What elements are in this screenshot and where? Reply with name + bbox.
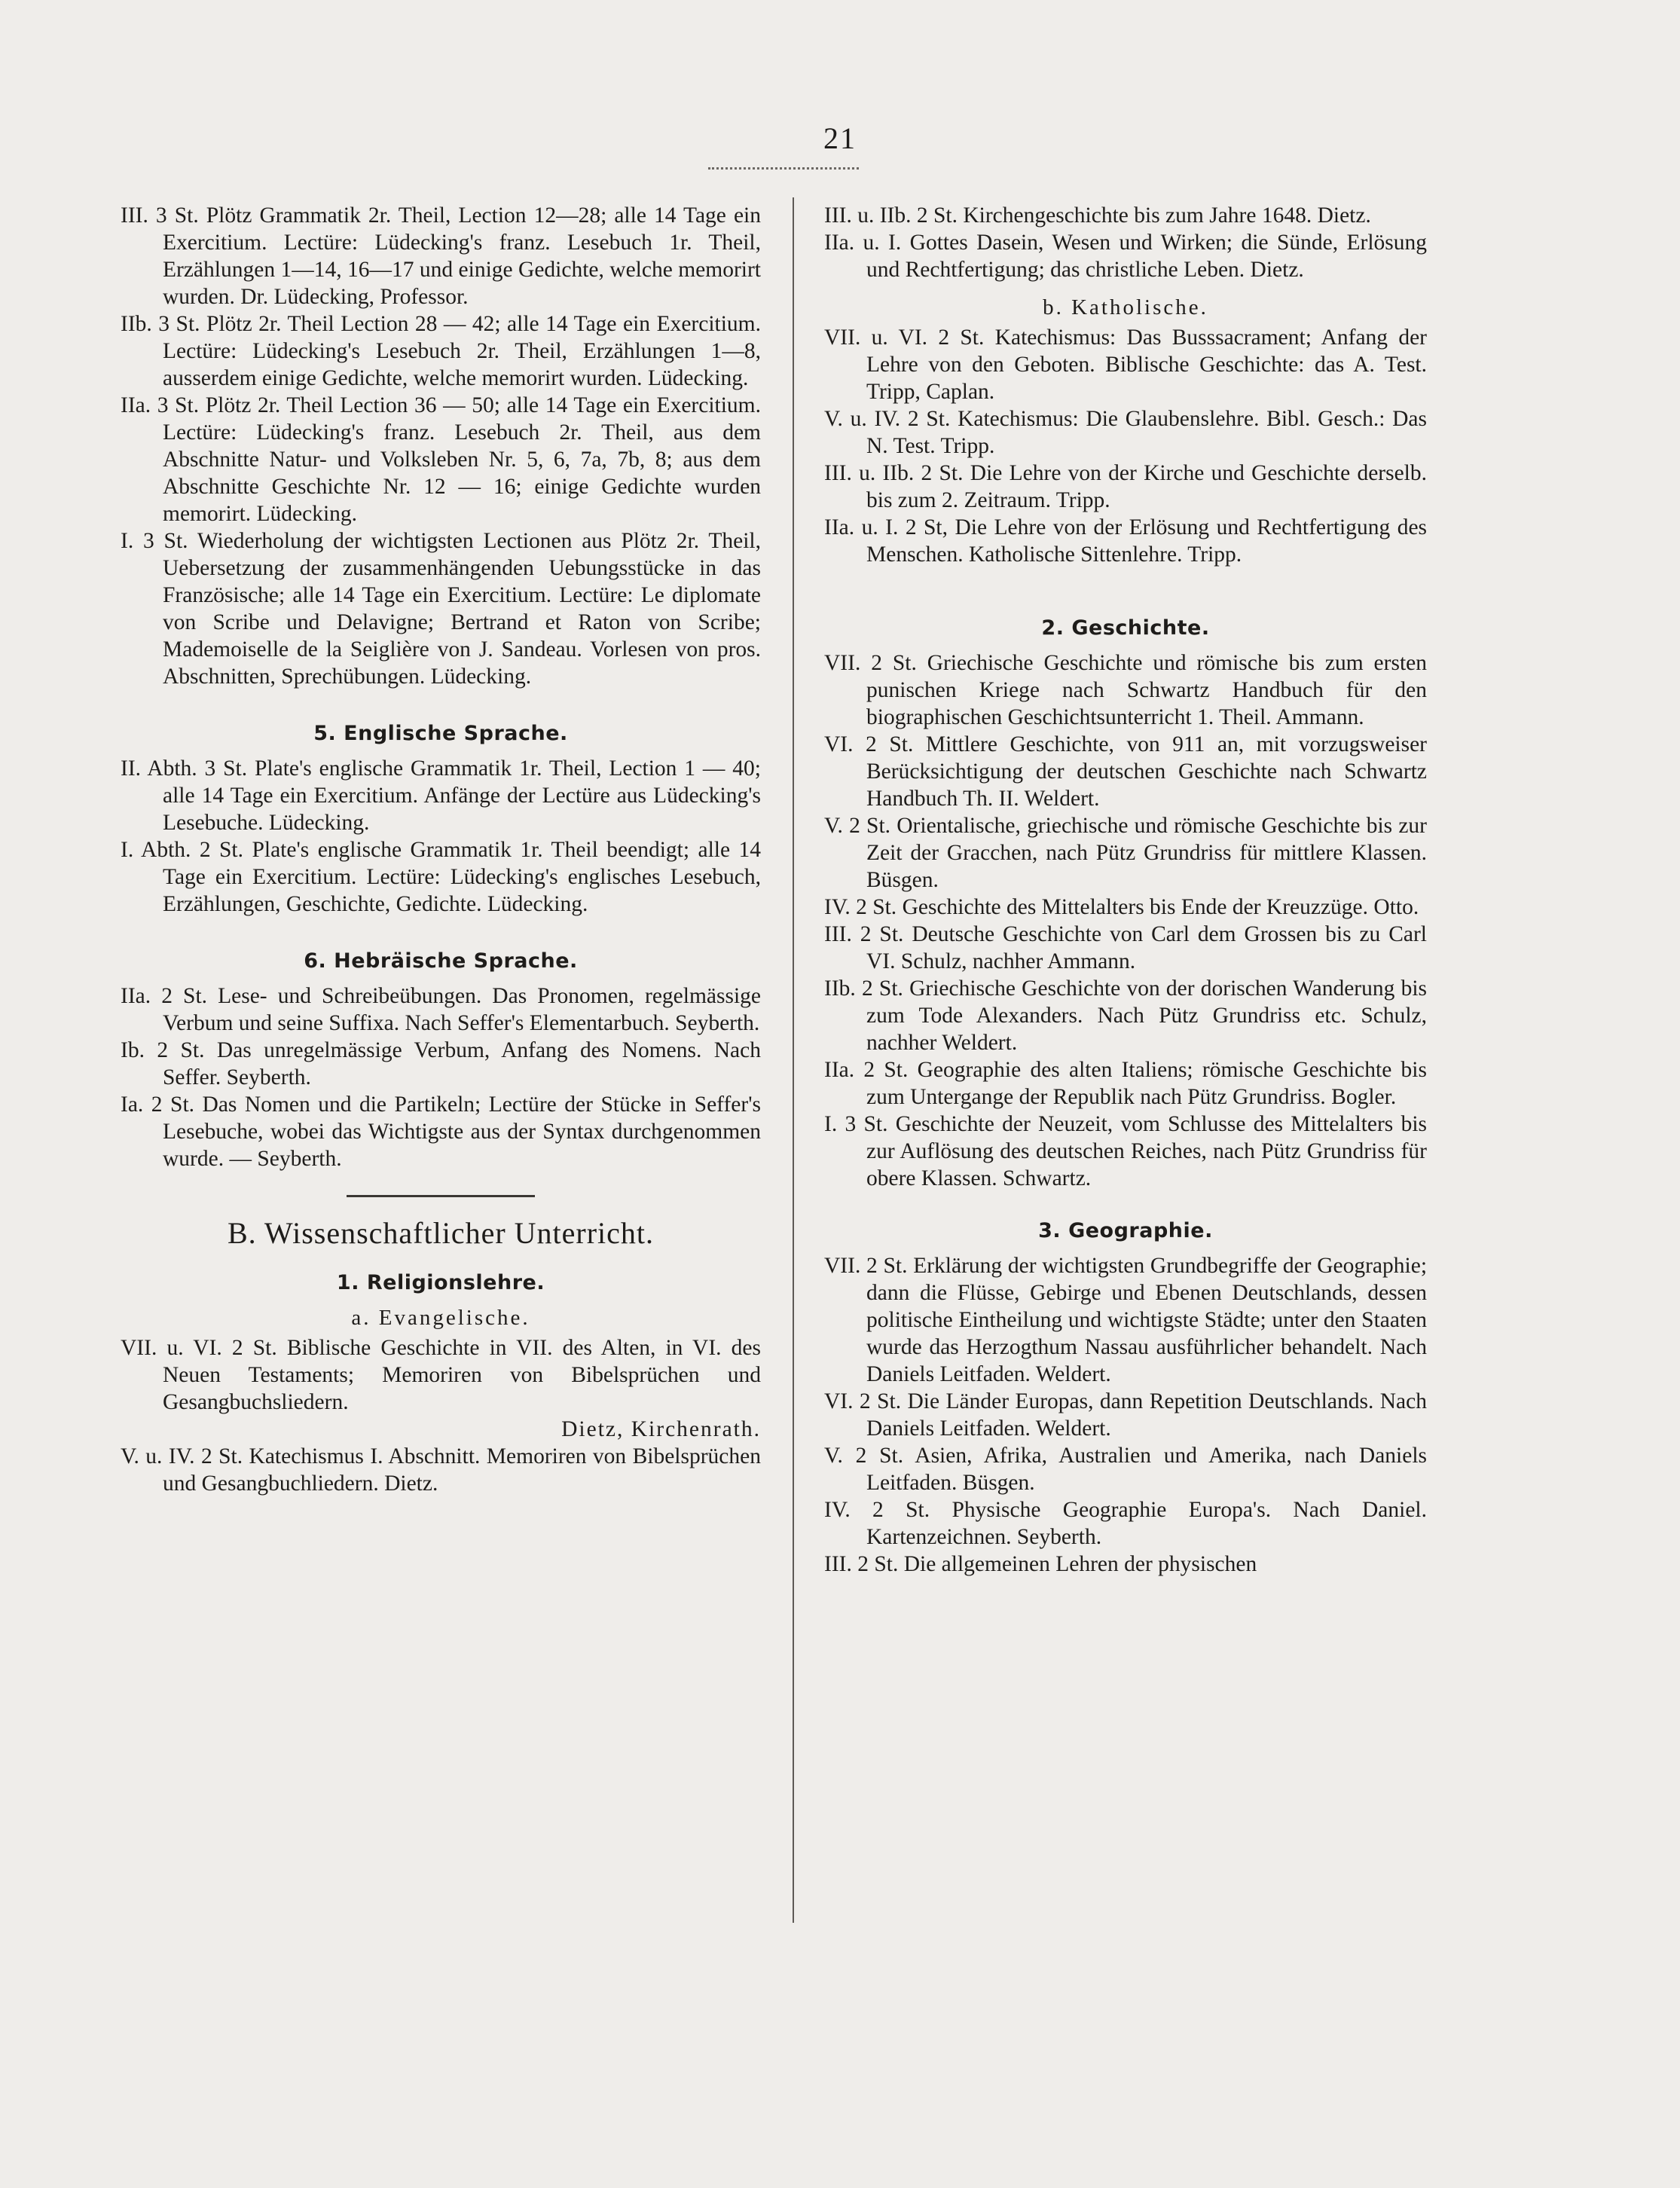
course-text: Die Lehre von der Kirche und Geschichte derselb. bis zum 2. Zeitraum. Tripp. (866, 461, 1428, 512)
course-entry (824, 1496, 1427, 1551)
column-divider (793, 197, 794, 1923)
class-label: IIa. u. I. 2 St, (824, 515, 948, 539)
course-entry (121, 982, 761, 1037)
class-label: VI. 2 St. (824, 1389, 902, 1413)
course-text: Griechische Geschichte von der dorischen Wanderung bis zum Tode Alexanders. Nach Pütz Grundriss etc. Schulz, nachher Weldert. (866, 976, 1427, 1055)
course-text: Wiederholung der wichtigsten Lectionen aus Plötz 2r. Theil, Uebersetzung der zusammenhängenden Uebungsstücke in das Französische; alle 14 Tage ein Exercitium. Lectüre: Le diplomate von Scribe und Delavigne; Bertrand et Raton von Scribe; Mademoiselle de la Seiglière von J. Sandeau. Vorlesen von pros. Abschnitten, Sprechübungen. Lüdecking. (163, 529, 761, 689)
course-entry (121, 1443, 761, 1497)
course-entry (824, 1551, 1427, 1578)
class-label: III. 2 St. (824, 922, 904, 946)
course-entry (824, 460, 1427, 514)
course-text: Lese- und Schreibeübungen. Das Pronomen, regelmässige Verbum und seine Suffixa. Nach Seffer's Elementarbuch. Seyberth. (163, 984, 761, 1035)
course-entry (824, 229, 1427, 283)
class-label: VII. u. VI. 2 St. (824, 325, 985, 350)
class-label: I. 3 St. (121, 529, 188, 553)
course-text: Asien, Afrika, Australien und Amerika, nach Daniels Leitfaden. Büsgen. (866, 1444, 1428, 1495)
class-label: III. 2 St. (824, 1552, 899, 1576)
class-label: V. u. IV. 2 St. (121, 1444, 243, 1468)
course-entry (824, 921, 1427, 975)
course-text: Die Länder Europas, dann Repetition Deutschlands. Nach Daniels Leitfaden. Weldert. (866, 1389, 1427, 1441)
class-label: I. 3 St. (824, 1112, 888, 1136)
class-label: Ia. 2 St. (121, 1092, 195, 1117)
class-label: IIa. 2 St. (121, 984, 208, 1008)
course-text: Die allgemeinen Lehren der physischen (903, 1552, 1257, 1576)
course-entry (824, 405, 1427, 460)
course-entry (121, 527, 761, 690)
class-label: IIa. 3 St. (121, 393, 200, 417)
course-entry (824, 731, 1427, 812)
class-label: V. 2 St. (824, 814, 891, 838)
course-entry (824, 1252, 1427, 1388)
course-text: Plötz 2r. Theil Lection 36 — 50; alle 14 Tage ein Exercitium. Lectüre: Lüdecking's franz. Lesebuch 2r. Theil, aus dem Abschnitte Natur- und Volksleben Nr. 5, 6, 7a, 7b, 8; aus dem Abschnitte Geschichte Nr. 12 — 16; einige Gedichte wurden memorirt. Lüdecking. (163, 393, 761, 526)
section-heading-geschichte: 2. Geschichte. (1041, 616, 1210, 640)
course-text: Plate's englische Grammatik 1r. Theil beendigt; alle 14 Tage ein Exercitium. Lectüre: Lüdecking's englisches Lesebuch, Erzählungen, Geschichte, Gedichte. Lüdecking. (163, 838, 762, 916)
class-label: III. u. IIb. 2 St. (824, 461, 964, 485)
class-label: II. Abth. 3 St. (121, 756, 248, 781)
course-text: Gottes Dasein, Wesen und Wirken; die Sünde, Erlösung und Rechtfertigung; das christliche Leben. Dietz. (866, 231, 1427, 282)
page-number: 21 (823, 121, 857, 155)
course-text: Plötz 2r. Theil Lection 28 — 42; alle 14 Tage ein Exercitium. Lectüre: Lüdecking's Lesebuch 2r. Theil, Erzählungen 1—8, ausserdem einige Gedichte, welche memorirt wurden. Lüdecking. (163, 312, 762, 390)
course-text: Physische Geographie Europa's. Nach Daniel. Kartenzeichnen. Seyberth. (866, 1498, 1428, 1549)
course-text: Katechismus: Das Busssacrament; Anfang der Lehre von den Geboten. Biblische Geschichte: das A. Test. Tripp, Caplan. (866, 325, 1428, 404)
geographie-entries (824, 1252, 1427, 1578)
course-text: Geschichte des Mittelalters bis Ende der Kreuzzüge. Otto. (902, 895, 1419, 919)
left-column (121, 202, 761, 1497)
course-entry (121, 836, 761, 918)
course-entry (824, 1442, 1427, 1496)
class-label: III. 3 St. (121, 203, 199, 228)
religion-entries (121, 1334, 761, 1497)
section-heading-geographie: 3. Geographie. (1038, 1219, 1213, 1242)
course-entry (824, 1111, 1427, 1192)
class-label: VII. 2 St. (824, 1254, 908, 1278)
course-entry (824, 649, 1427, 731)
course-entry (824, 812, 1427, 894)
course-entry (824, 975, 1427, 1056)
course-entry (121, 1037, 761, 1091)
subheading-evangelisch: a. Evangelische. (351, 1306, 530, 1330)
teacher-signature: Dietz, Kirchenrath. (561, 1417, 761, 1441)
course-text: Das Nomen und die Partikeln; Lectüre der Stücke in Seffer's Lesebuche, wobei das Wichtigste aus der Syntax durchgenommen wurde. — Seyberth. (163, 1092, 761, 1171)
section-title-b: B. Wissenschaftlicher Unterricht. (227, 1216, 655, 1250)
page-number-ornament (708, 160, 859, 170)
class-label: IIb. 2 St. (824, 976, 903, 1001)
course-entry (121, 392, 761, 527)
course-text: Geschichte der Neuzeit, vom Schlusse des Mittelalters bis zur Auflösung des deutschen Reiches, nach Pütz Grundriss für obere Klassen. Schwartz. (866, 1112, 1427, 1190)
class-label: IIa. 2 St. (824, 1058, 909, 1082)
class-label: I. Abth. 2 St. (121, 838, 244, 862)
course-entry (824, 1388, 1427, 1442)
course-entry (824, 894, 1427, 921)
section-heading-hebrew: 6. Hebräische Sprache. (304, 949, 578, 973)
course-text: Die Lehre von der Erlösung und Rechtfertigung des Menschen. Katholische Sittenlehre. Tripp. (866, 515, 1428, 567)
section-divider (347, 1195, 535, 1197)
course-entry (824, 1056, 1427, 1111)
class-label: VII. 2 St. (824, 651, 917, 675)
course-text: Mittlere Geschichte, von 911 an, mit vorzugsweiser Berücksichtigung der deutschen Geschichte nach Schwartz Handbuch Th. II. Weldert. (866, 732, 1428, 811)
geschichte-entries (824, 649, 1427, 1192)
hebrew-entries (121, 982, 761, 1172)
course-entry (121, 310, 761, 392)
class-label: Ib. 2 St. (121, 1038, 205, 1062)
class-label: IIa. u. I. (824, 231, 902, 255)
course-entry (824, 202, 1427, 229)
course-text: Katechismus: Die Glaubenslehre. Bibl. Gesch.: Das N. Test. Tripp. (866, 407, 1427, 458)
course-text: Plötz Grammatik 2r. Theil, Lection 12—28; alle 14 Tage ein Exercitium. Lectüre: Lüdecking's franz. Lesebuch 1r. Theil, Erzählungen 1—14, 16—17 und einige Gedichte, welche memorirt wurden. Dr. Lüdecking, Professor. (163, 203, 762, 309)
course-entry (121, 202, 761, 310)
class-label: V. 2 St. (824, 1444, 904, 1468)
course-text: Erklärung der wichtigsten Grundbegriffe der Geographie; dann die Flüsse, Gebirge und Ebenen Deutschlands, dessen politische Eintheilung und wichtigste Städte; unter den Staaten wurde das Herzogthum Nassau ausführlicher behandelt. Nach Daniels Leitfaden. Weldert. (866, 1254, 1428, 1386)
class-label: V. u. IV. 2 St. (824, 407, 951, 431)
right-column (824, 202, 1427, 1578)
class-label: VI. 2 St. (824, 732, 914, 756)
class-label: IIb. 3 St. (121, 312, 200, 336)
section-heading-english: 5. Englische Sprache. (313, 722, 568, 745)
religion-evangelisch-cont (824, 202, 1427, 283)
french-entries (121, 202, 761, 690)
class-label: VII. u. VI. 2 St. (121, 1336, 277, 1360)
katholisch-entries (824, 324, 1427, 568)
subheading-katholisch: b. Katholische. (1043, 295, 1208, 319)
class-label: IV. 2 St. (824, 895, 897, 919)
course-text: Geographie des alten Italiens; römische Geschichte bis zum Untergange der Republik nach Pütz Grundriss. Bogler. (866, 1058, 1427, 1109)
course-text: Orientalische, griechische und römische Geschichte bis zur Zeit der Gracchen, nach Pütz Grundriss für mittlere Klassen. Büsgen. (866, 814, 1427, 892)
course-text: Griechische Geschichte und römische bis zum ersten punischen Kriege nach Schwartz Handbuch für den biographischen Geschichtsunterricht 1. Theil. Ammann. (866, 651, 1427, 729)
course-entry (824, 514, 1427, 568)
course-text: Plate's englische Grammatik 1r. Theil, Lection 1 — 40; alle 14 Tage ein Exercitium. Anfänge der Lectüre aus Lüdecking's Lesebuche. Lüdecking. (163, 756, 761, 835)
course-text: Das unregelmässige Verbum, Anfang des Nomens. Nach Seffer. Seyberth. (163, 1038, 761, 1089)
class-label: III. u. IIb. 2 St. (824, 203, 958, 228)
course-text: Katechismus I. Abschnitt. Memoriren von Bibelsprüchen und Gesangbuchliedern. Dietz. (163, 1444, 761, 1496)
course-entry (121, 1334, 761, 1416)
course-entry (121, 1091, 761, 1172)
section-heading-religion: 1. Religionslehre. (336, 1271, 545, 1294)
class-label: IV. 2 St. (824, 1498, 930, 1522)
english-entries (121, 755, 761, 918)
course-text: Biblische Geschichte in VII. des Alten, in VI. des Neuen Testaments; Memoriren von Bibelsprüchen und Gesangbuchsliedern. (163, 1336, 762, 1414)
course-text: Kirchengeschichte bis zum Jahre 1648. Dietz. (963, 203, 1371, 228)
course-text: Deutsche Geschichte von Carl dem Grossen bis zu Carl VI. Schulz, nachher Ammann. (866, 922, 1428, 973)
course-entry (121, 755, 761, 836)
course-entry (824, 324, 1427, 405)
